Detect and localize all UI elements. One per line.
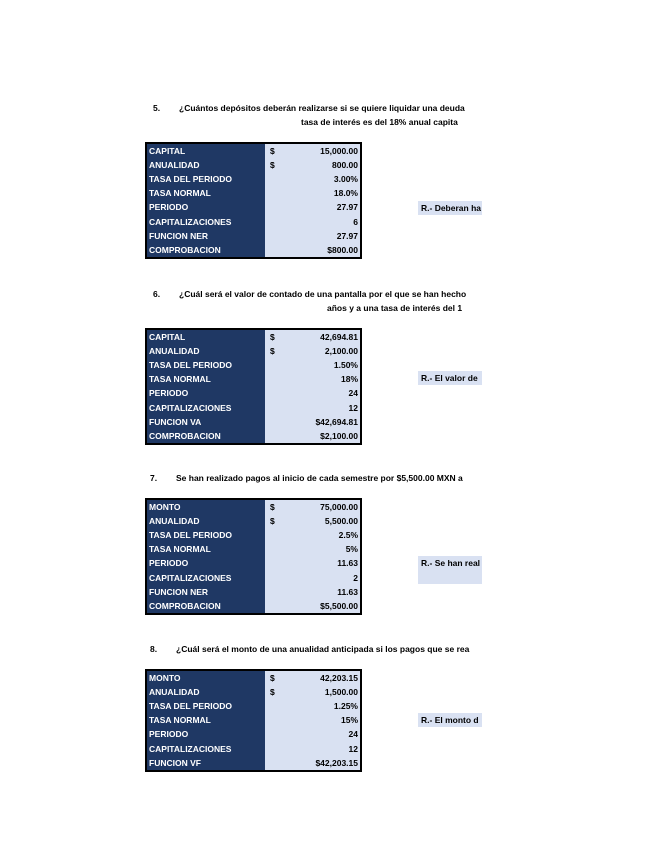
currency-symbol: $ xyxy=(265,158,302,172)
row-label: TASA DEL PERIODO xyxy=(146,172,265,186)
currency-symbol xyxy=(265,229,302,243)
calc-table-7 xyxy=(145,498,362,615)
row-label: COMPROBACION xyxy=(146,243,265,258)
row-label: ANUALIDAD xyxy=(146,514,265,528)
table-row xyxy=(146,741,361,755)
row-value: $800.00 xyxy=(302,243,361,258)
table-row xyxy=(146,528,361,542)
row-value: $42,203.15 xyxy=(302,756,361,771)
table-row xyxy=(146,585,361,599)
row-value: 15% xyxy=(302,713,361,727)
question-number: 7. xyxy=(150,473,158,483)
currency-symbol xyxy=(265,200,302,214)
question-number: 8. xyxy=(150,644,158,654)
currency-symbol xyxy=(265,172,302,186)
table-row xyxy=(146,599,361,614)
row-value: 11.63 xyxy=(302,585,361,599)
row-value: 2,100.00 xyxy=(302,344,361,358)
currency-symbol: $ xyxy=(265,685,302,699)
row-label: CAPITALIZACIONES xyxy=(146,214,265,228)
question-6-line2: años y a una tasa de interés del 1 xyxy=(327,303,463,313)
row-value: 15,000.00 xyxy=(302,143,361,158)
currency-symbol: $ xyxy=(265,514,302,528)
currency-symbol xyxy=(265,415,302,429)
row-label: TASA DEL PERIODO xyxy=(146,358,265,372)
table-row xyxy=(146,415,361,429)
currency-symbol xyxy=(265,699,302,713)
table-row xyxy=(146,372,361,386)
currency-symbol xyxy=(265,400,302,414)
currency-symbol xyxy=(265,358,302,372)
table-row xyxy=(146,514,361,528)
row-value: 24 xyxy=(302,386,361,400)
currency-symbol: $ xyxy=(265,329,302,344)
currency-symbol xyxy=(265,756,302,771)
row-label: PERIODO xyxy=(146,556,265,570)
table-row xyxy=(146,229,361,243)
table-row xyxy=(146,699,361,713)
row-value: 18% xyxy=(302,372,361,386)
row-label: TASA DEL PERIODO xyxy=(146,699,265,713)
row-label: FUNCION NER xyxy=(146,229,265,243)
currency-symbol: $ xyxy=(265,143,302,158)
row-label: CAPITALIZACIONES xyxy=(146,400,265,414)
row-label: ANUALIDAD xyxy=(146,685,265,699)
question-8-line1 xyxy=(150,644,483,654)
table-row xyxy=(146,386,361,400)
row-label: TASA NORMAL xyxy=(146,372,265,386)
table-row xyxy=(146,713,361,727)
row-label: PERIODO xyxy=(146,727,265,741)
table-row xyxy=(146,400,361,414)
currency-symbol xyxy=(265,528,302,542)
row-value: 2 xyxy=(302,570,361,584)
answer-5: R.- Deberan ha xyxy=(418,201,482,215)
row-label: PERIODO xyxy=(146,386,265,400)
row-label: CAPITALIZACIONES xyxy=(146,570,265,584)
question-7-line1 xyxy=(150,473,483,483)
row-value: 3.00% xyxy=(302,172,361,186)
table-row xyxy=(146,570,361,584)
answer-6: R.- El valor de xyxy=(418,371,482,385)
question-text: ¿Cuántos depósitos deberán realizarse si se quiere liquidar una deuda xyxy=(179,103,465,113)
question-text: ¿Cuál será el monto de una anualidad anticipada si los pagos que se rea xyxy=(176,644,470,654)
calc-table-5 xyxy=(145,142,362,259)
table-row xyxy=(146,542,361,556)
table-row xyxy=(146,329,361,344)
row-value: 24 xyxy=(302,727,361,741)
currency-symbol xyxy=(265,186,302,200)
question-5-line2: tasa de interés es del 18% anual capita xyxy=(301,117,458,127)
table-row xyxy=(146,499,361,514)
row-value: 18.0% xyxy=(302,186,361,200)
currency-symbol xyxy=(265,214,302,228)
currency-symbol xyxy=(265,599,302,614)
table-row xyxy=(146,358,361,372)
row-label: MONTO xyxy=(146,670,265,685)
row-value: 12 xyxy=(302,741,361,755)
row-value: 42,203.15 xyxy=(302,670,361,685)
question-number: 5. xyxy=(153,103,161,113)
currency-symbol xyxy=(265,741,302,755)
currency-symbol xyxy=(265,570,302,584)
row-value: 1.50% xyxy=(302,358,361,372)
currency-symbol: $ xyxy=(265,344,302,358)
row-label: TASA NORMAL xyxy=(146,713,265,727)
table-row xyxy=(146,727,361,741)
table-row xyxy=(146,556,361,570)
row-value: 2.5% xyxy=(302,528,361,542)
row-label: MONTO xyxy=(146,499,265,514)
table-row xyxy=(146,670,361,685)
row-value: 5% xyxy=(302,542,361,556)
currency-symbol xyxy=(265,713,302,727)
table-row xyxy=(146,429,361,444)
row-value: 11.63 xyxy=(302,556,361,570)
question-6-line1 xyxy=(153,289,483,299)
row-value: 27.97 xyxy=(302,200,361,214)
currency-symbol xyxy=(265,556,302,570)
row-label: ANUALIDAD xyxy=(146,158,265,172)
row-value: 75,000.00 xyxy=(302,499,361,514)
currency-symbol xyxy=(265,386,302,400)
row-value: 1.25% xyxy=(302,699,361,713)
table-row xyxy=(146,186,361,200)
row-label: CAPITAL xyxy=(146,329,265,344)
row-value: 27.97 xyxy=(302,229,361,243)
table-row xyxy=(146,200,361,214)
row-value: 5,500.00 xyxy=(302,514,361,528)
row-value: $2,100.00 xyxy=(302,429,361,444)
calc-table-8 xyxy=(145,669,362,772)
calc-table-6 xyxy=(145,328,362,445)
answer-8: R.- El monto d xyxy=(418,713,482,727)
answer-7: R.- Se han real xyxy=(418,556,482,584)
table-row xyxy=(146,243,361,258)
row-value: 1,500.00 xyxy=(302,685,361,699)
row-value: $5,500.00 xyxy=(302,599,361,614)
currency-symbol xyxy=(265,542,302,556)
currency-symbol xyxy=(265,585,302,599)
row-value: 42,694.81 xyxy=(302,329,361,344)
table-row xyxy=(146,143,361,158)
row-label: FUNCION VA xyxy=(146,415,265,429)
row-label: FUNCION NER xyxy=(146,585,265,599)
currency-symbol: $ xyxy=(265,670,302,685)
row-label: TASA DEL PERIODO xyxy=(146,528,265,542)
row-label: TASA NORMAL xyxy=(146,186,265,200)
row-label: PERIODO xyxy=(146,200,265,214)
currency-symbol xyxy=(265,243,302,258)
row-value: 800.00 xyxy=(302,158,361,172)
table-row xyxy=(146,172,361,186)
row-label: COMPROBACION xyxy=(146,599,265,614)
row-label: CAPITALIZACIONES xyxy=(146,741,265,755)
table-row xyxy=(146,756,361,771)
question-5-line1 xyxy=(153,103,483,113)
row-label: TASA NORMAL xyxy=(146,542,265,556)
table-row xyxy=(146,344,361,358)
row-label: CAPITAL xyxy=(146,143,265,158)
currency-symbol: $ xyxy=(265,499,302,514)
question-text: Se han realizado pagos al inicio de cada semestre por $5,500.00 MXN a xyxy=(176,473,463,483)
row-value: 12 xyxy=(302,400,361,414)
row-value: 6 xyxy=(302,214,361,228)
table-row xyxy=(146,685,361,699)
table-row xyxy=(146,214,361,228)
row-value: $42,694.81 xyxy=(302,415,361,429)
currency-symbol xyxy=(265,429,302,444)
table-row xyxy=(146,158,361,172)
question-number: 6. xyxy=(153,289,161,299)
row-label: ANUALIDAD xyxy=(146,344,265,358)
question-text: ¿Cuál será el valor de contado de una pantalla por el que se han hecho xyxy=(179,289,467,299)
row-label: COMPROBACION xyxy=(146,429,265,444)
currency-symbol xyxy=(265,727,302,741)
currency-symbol xyxy=(265,372,302,386)
row-label: FUNCION VF xyxy=(146,756,265,771)
